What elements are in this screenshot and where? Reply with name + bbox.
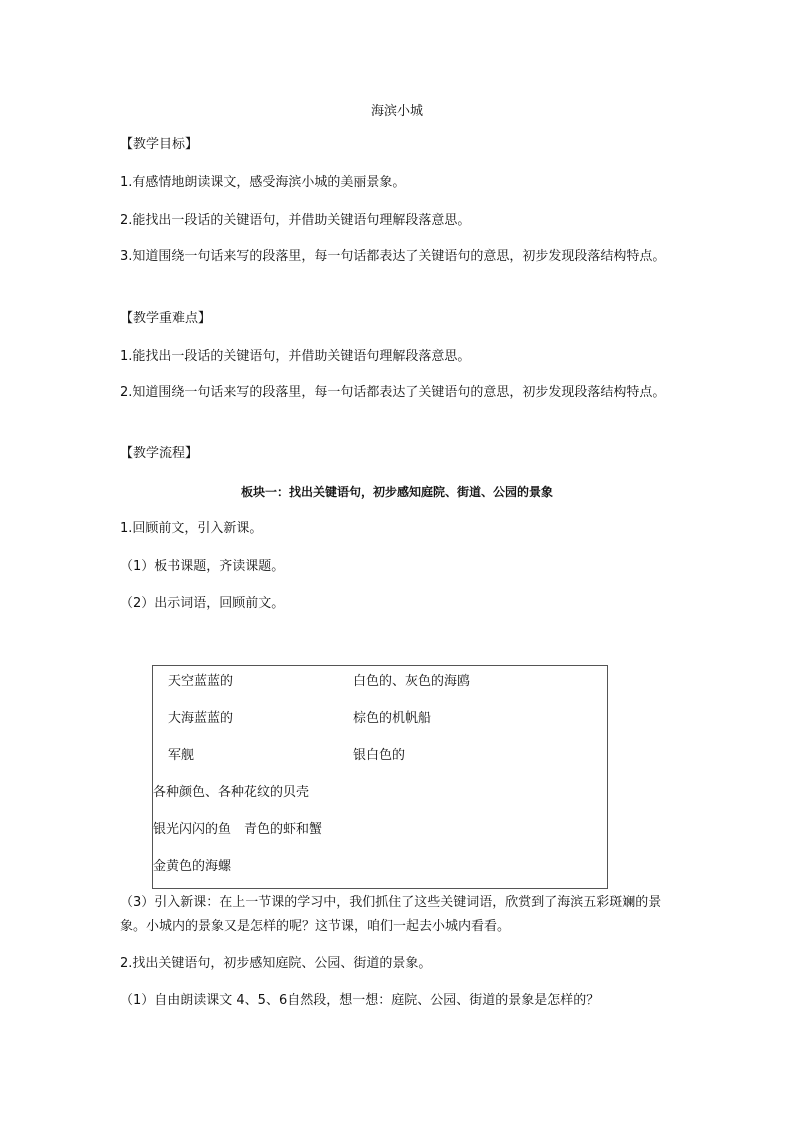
goal-3: 3.知道围绕一句话来写的段落里，每一句话都表达了关键语句的意思，初步发现段落结构特点。 bbox=[120, 249, 666, 264]
page-title: 海滨小城 bbox=[370, 104, 423, 119]
word-gulls: 白色的、灰色的海鸥 bbox=[353, 674, 471, 689]
word-warship: 军舰 bbox=[168, 748, 195, 763]
flow-heading: 【教学流程】 bbox=[120, 446, 199, 461]
key-heading: 【教学重难点】 bbox=[120, 311, 212, 326]
step-1-1: （1）板书课题，齐读课题。 bbox=[120, 559, 285, 574]
block1-title: 板块一：找出关键语句，初步感知庭院、街道、公园的景象 bbox=[240, 485, 553, 499]
goals-heading: 【教学目标】 bbox=[120, 137, 199, 152]
key-point-2: 2.知道围绕一句话来写的段落里，每一句话都表达了关键语句的意思，初步发现段落结构特点。 bbox=[120, 385, 666, 400]
step-2: 2.找出关键语句，初步感知庭院、公园、街道的景象。 bbox=[120, 956, 432, 971]
word-fish-shrimp: 银光闪闪的鱼 青色的虾和蟹 bbox=[153, 822, 323, 837]
word-sea: 大海蓝蓝的 bbox=[168, 711, 234, 726]
step-1: 1.回顾前文，引入新课。 bbox=[120, 521, 263, 536]
step-1-3: （3）引入新课：在上一节课的学习中，我们抓住了这些关键词语，欣赏到了海滨五彩斑斓的景象。小城内的景象又是怎样的呢？这节课，咱们一起去小城内看看。 bbox=[120, 895, 662, 934]
word-silver: 银白色的 bbox=[353, 748, 406, 763]
word-conch: 金黄色的海螺 bbox=[153, 859, 232, 874]
word-sky: 天空蓝蓝的 bbox=[168, 674, 234, 689]
word-shells: 各种颜色、各种花纹的贝壳 bbox=[153, 785, 310, 800]
goal-2: 2.能找出一段话的关键语句，并借助关键语句理解段落意思。 bbox=[120, 213, 471, 228]
step-1-2: （2）出示词语，回顾前文。 bbox=[120, 596, 285, 611]
step-2-1: （1）自由朗读课文 4、5、6自然段，想一想：庭院、公园、街道的景象是怎样的？ bbox=[120, 993, 600, 1008]
key-point-1: 1.能找出一段话的关键语句，并借助关键语句理解段落意思。 bbox=[120, 349, 471, 364]
word-box bbox=[152, 665, 608, 889]
word-boat: 棕色的机帆船 bbox=[353, 711, 432, 726]
goal-1: 1.有感情地朗读课文，感受海滨小城的美丽景象。 bbox=[120, 175, 406, 190]
